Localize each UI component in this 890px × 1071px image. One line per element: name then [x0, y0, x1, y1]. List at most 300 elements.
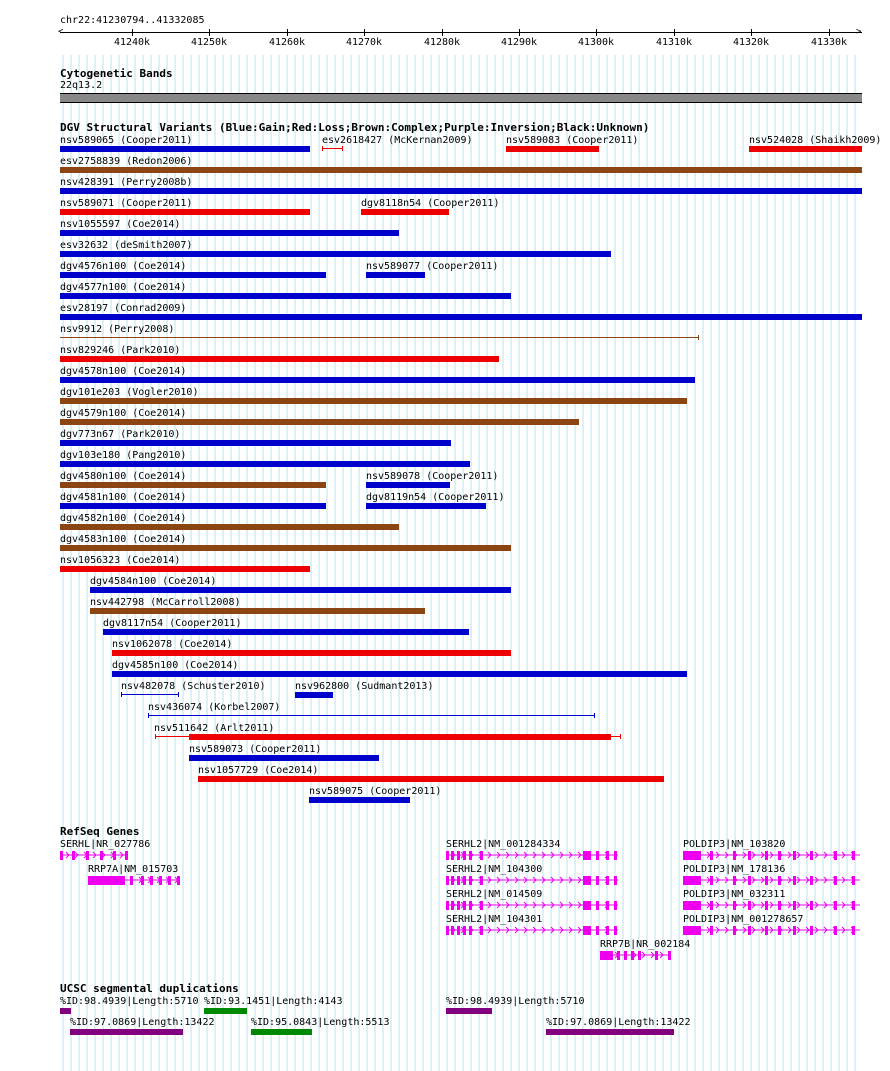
dgv-feature-label[interactable]: dgv4584n100 (Coe2014) — [90, 576, 217, 587]
strand-chevron-icon — [578, 877, 581, 883]
strand-chevron-icon — [497, 902, 500, 908]
refseq-exon — [463, 876, 466, 885]
refseq-exon — [710, 926, 713, 935]
refseq-exon — [710, 901, 713, 910]
strand-chevron-icon — [488, 877, 491, 883]
refseq-gene-label[interactable]: POLDIP3|NM_032311 — [683, 889, 786, 900]
strand-chevron-icon — [578, 852, 581, 858]
strand-chevron-icon — [851, 852, 854, 858]
strand-chevron-icon — [542, 877, 545, 883]
dgv-feature-label[interactable]: nsv589073 (Cooper2011) — [189, 744, 322, 755]
strand-chevron-icon — [515, 877, 518, 883]
refseq-gene-label[interactable]: SERHL2|NM_014509 — [446, 889, 543, 900]
dgv-feature-bar[interactable] — [295, 692, 333, 698]
dgv-feature-bar[interactable] — [60, 461, 470, 467]
dgv-feature-cap — [594, 713, 595, 718]
refseq-exon — [778, 876, 781, 885]
refseq-exon — [480, 901, 483, 910]
strand-chevron-icon — [770, 852, 773, 858]
strand-chevron-icon — [824, 877, 827, 883]
refseq-exon — [614, 851, 617, 860]
strand-chevron-icon — [524, 902, 527, 908]
refseq-exon — [834, 926, 837, 935]
refseq-exon — [834, 901, 837, 910]
strand-chevron-icon — [139, 877, 142, 883]
strand-chevron-icon — [698, 927, 701, 933]
refseq-exon — [457, 851, 460, 860]
refseq-exon — [638, 951, 641, 960]
strand-chevron-icon — [851, 877, 854, 883]
ruler-tick — [519, 29, 520, 36]
strand-chevron-icon — [734, 877, 737, 883]
strand-chevron-icon — [470, 877, 473, 883]
strand-chevron-icon — [102, 852, 105, 858]
strand-chevron-icon — [606, 952, 609, 958]
strand-chevron-icon — [842, 877, 845, 883]
dgv-feature-bar[interactable] — [103, 629, 469, 635]
refseq-gene-label[interactable]: POLDIP3|NM_178136 — [683, 864, 786, 875]
refseq-exon — [778, 851, 781, 860]
strand-chevron-icon — [824, 852, 827, 858]
strand-chevron-icon — [689, 877, 692, 883]
dgv-feature-bar[interactable] — [60, 419, 579, 425]
strand-chevron-icon — [515, 852, 518, 858]
strand-chevron-icon — [707, 927, 710, 933]
dgv-feature-extension — [611, 736, 620, 737]
dgv-feature-label[interactable]: nsv589083 (Cooper2011) — [506, 135, 639, 146]
dgv-feature-bar[interactable] — [60, 398, 687, 404]
refseq-exon — [852, 901, 855, 910]
strand-chevron-icon — [578, 902, 581, 908]
dgv-feature-label[interactable]: nsv829246 (Park2010) — [60, 345, 181, 356]
strand-chevron-icon — [761, 852, 764, 858]
refseq-exon — [480, 876, 483, 885]
dgv-feature-label[interactable]: nsv9912 (Perry2008) — [60, 324, 175, 335]
strand-chevron-icon — [779, 852, 782, 858]
segdup-bar[interactable] — [60, 1008, 71, 1014]
dgv-track-title[interactable]: DGV Structural Variants (Blue:Gain;Red:Loss;Brown:Complex;Purple:Inversion;Black:Unknown) — [60, 121, 650, 134]
dgv-feature-label[interactable]: dgv8117n54 (Cooper2011) — [103, 618, 242, 629]
dgv-feature-label[interactable]: nsv482078 (Schuster2010) — [121, 681, 266, 692]
strand-chevron-icon — [587, 877, 590, 883]
dgv-feature-label[interactable]: nsv589071 (Cooper2011) — [60, 198, 193, 209]
strand-chevron-icon — [569, 877, 572, 883]
refseq-exon — [778, 901, 781, 910]
segdup-bar[interactable] — [446, 1008, 492, 1014]
dgv-feature-bar[interactable] — [506, 146, 599, 152]
strand-chevron-icon — [542, 852, 545, 858]
ruler-tick-label: 41280k — [423, 37, 461, 48]
strand-chevron-icon — [716, 877, 719, 883]
strand-chevron-icon — [103, 877, 106, 883]
strand-chevron-icon — [569, 902, 572, 908]
dgv-feature-bar[interactable] — [60, 314, 862, 320]
strand-chevron-icon — [587, 927, 590, 933]
dgv-feature-cap — [121, 692, 122, 697]
refseq-exon — [469, 926, 472, 935]
ruler-tick-label: 41240k — [113, 37, 151, 48]
strand-chevron-icon — [788, 852, 791, 858]
strand-chevron-icon — [833, 902, 836, 908]
strand-chevron-icon — [166, 877, 169, 883]
refseq-exon — [159, 876, 162, 885]
dgv-feature-bar[interactable] — [112, 650, 511, 656]
dgv-feature-label[interactable]: nsv1055597 (Coe2014) — [60, 219, 181, 230]
strand-chevron-icon — [75, 852, 78, 858]
refseq-exon — [141, 876, 144, 885]
strand-chevron-icon — [175, 877, 178, 883]
refseq-exon — [614, 926, 617, 935]
strand-chevron-icon — [797, 877, 800, 883]
strand-chevron-icon — [614, 902, 617, 908]
strand-chevron-icon — [488, 902, 491, 908]
strand-chevron-icon — [533, 902, 536, 908]
dgv-feature-label[interactable]: esv32632 (deSmith2007) — [60, 240, 193, 251]
refseq-gene-label[interactable]: POLDIP3|NM_001278657 — [683, 914, 804, 925]
refseq-exon — [596, 901, 599, 910]
strand-chevron-icon — [506, 852, 509, 858]
strand-chevron-icon — [452, 927, 455, 933]
dgv-feature-label[interactable]: nsv428391 (Perry2008b) — [60, 177, 193, 188]
ruler-tick-label: 41330k — [810, 37, 848, 48]
strand-chevron-icon — [470, 902, 473, 908]
refseq-exon — [852, 851, 855, 860]
dgv-feature-bar[interactable] — [148, 715, 595, 716]
refseq-exon — [130, 876, 133, 885]
strand-chevron-icon — [833, 852, 836, 858]
strand-chevron-icon — [596, 902, 599, 908]
strand-chevron-icon — [660, 952, 663, 958]
dgv-feature-bar[interactable] — [60, 503, 326, 509]
dgv-feature-bar[interactable] — [90, 608, 425, 614]
strand-chevron-icon — [551, 852, 554, 858]
refseq-gene-label[interactable]: RRP7A|NM_015703 — [88, 864, 179, 875]
dgv-feature-cap — [148, 713, 149, 718]
dgv-feature-label[interactable]: nsv589065 (Cooper2011) — [60, 135, 193, 146]
segdup-label[interactable]: %ID:93.1451|Length:4143 — [204, 996, 343, 1007]
strand-chevron-icon — [542, 927, 545, 933]
strand-chevron-icon — [779, 902, 782, 908]
strand-chevron-icon — [698, 877, 701, 883]
dgv-feature-label[interactable]: esv28197 (Conrad2009) — [60, 303, 187, 314]
dgv-feature-label[interactable]: esv2618427 (McKernan2009) — [322, 135, 473, 146]
dgv-feature-cap — [322, 146, 323, 151]
dgv-feature-bar[interactable] — [309, 797, 410, 803]
dgv-feature-label[interactable]: dgv4577n100 (Coe2014) — [60, 282, 187, 293]
refseq-exon — [150, 876, 153, 885]
refseq-gene-label[interactable]: SERHL|NR_027786 — [60, 839, 151, 850]
segdup-label[interactable]: %ID:97.0869|Length:13422 — [70, 1017, 215, 1028]
segdup-label[interactable]: %ID:98.4939|Length:5710 — [446, 996, 585, 1007]
strand-chevron-icon — [120, 852, 123, 858]
refseq-gene-label[interactable]: SERHL2|NM_001284334 — [446, 839, 561, 850]
dgv-feature-bar[interactable] — [60, 377, 695, 383]
refseq-exon — [606, 926, 609, 935]
strand-chevron-icon — [130, 877, 133, 883]
refseq-exon — [125, 851, 128, 860]
strand-chevron-icon — [479, 902, 482, 908]
dgv-feature-bar[interactable] — [112, 671, 687, 677]
ruler-tick — [209, 29, 210, 36]
strand-chevron-icon — [689, 852, 692, 858]
dgv-feature-cap — [698, 335, 699, 340]
refseq-exon — [60, 851, 63, 860]
strand-chevron-icon — [851, 902, 854, 908]
dgv-feature-label[interactable]: dgv8118n54 (Cooper2011) — [361, 198, 500, 209]
strand-chevron-icon — [488, 852, 491, 858]
strand-chevron-icon — [515, 902, 518, 908]
refseq-exon — [86, 851, 89, 860]
refseq-exon — [457, 926, 460, 935]
ruler-tick — [674, 29, 675, 36]
dgv-feature-bar[interactable] — [60, 566, 310, 572]
ruler-tick-label: 41290k — [500, 37, 538, 48]
dgv-feature-label[interactable]: dgv4580n100 (Coe2014) — [60, 471, 187, 482]
ruler-tick-label: 41300k — [577, 37, 615, 48]
segdup-label[interactable]: %ID:95.0843|Length:5513 — [251, 1017, 390, 1028]
dgv-feature-label[interactable]: dgv4585n100 (Coe2014) — [112, 660, 239, 671]
strand-chevron-icon — [560, 927, 563, 933]
strand-chevron-icon — [605, 877, 608, 883]
dgv-feature-label[interactable]: nsv1057729 (Coe2014) — [198, 765, 319, 776]
ruler-axis[interactable] — [60, 32, 862, 33]
dgv-feature-label[interactable]: nsv1062078 (Coe2014) — [112, 639, 233, 650]
strand-chevron-icon — [452, 902, 455, 908]
dgv-feature-bar[interactable] — [60, 293, 511, 299]
refseq-exon — [683, 926, 701, 935]
strand-chevron-icon — [461, 902, 464, 908]
strand-chevron-icon — [497, 877, 500, 883]
refseq-gene-label[interactable]: POLDIP3|NM_103820 — [683, 839, 786, 850]
strand-chevron-icon — [842, 902, 845, 908]
dgv-feature-bar[interactable] — [60, 251, 611, 257]
refseq-exon — [624, 951, 627, 960]
refseq-exon — [596, 876, 599, 885]
segdup-label[interactable]: %ID:97.0869|Length:13422 — [546, 1017, 691, 1028]
strand-chevron-icon — [642, 952, 645, 958]
refseq-exon — [793, 926, 796, 935]
refseq-exon — [606, 901, 609, 910]
dgv-feature-label[interactable]: nsv589077 (Cooper2011) — [366, 261, 499, 272]
refseq-exon — [834, 851, 837, 860]
refseq-exon — [451, 876, 454, 885]
refseq-gene-label[interactable]: SERHL2|NM_104301 — [446, 914, 543, 925]
dgv-feature-bar[interactable] — [189, 734, 611, 740]
strand-chevron-icon — [770, 927, 773, 933]
refseq-exon — [748, 876, 751, 885]
dgv-feature-bar[interactable] — [60, 524, 399, 530]
strand-chevron-icon — [578, 927, 581, 933]
dgv-feature-bar[interactable] — [60, 209, 310, 215]
dgv-feature-bar[interactable] — [90, 587, 511, 593]
dgv-feature-label[interactable]: dgv4581n100 (Coe2014) — [60, 492, 187, 503]
dgv-feature-bar[interactable] — [60, 146, 310, 152]
dgv-feature-bar[interactable] — [366, 503, 486, 509]
refseq-exon — [810, 901, 813, 910]
strand-chevron-icon — [560, 877, 563, 883]
strand-chevron-icon — [797, 927, 800, 933]
refseq-exon — [765, 851, 768, 860]
strand-chevron-icon — [515, 927, 518, 933]
dgv-feature-bar[interactable] — [322, 148, 343, 149]
segdup-track-title[interactable]: UCSC segmental duplications — [60, 982, 239, 995]
refseq-exon — [852, 876, 855, 885]
dgv-feature-bar[interactable] — [60, 440, 451, 446]
dgv-feature-label[interactable]: dgv4582n100 (Coe2014) — [60, 513, 187, 524]
strand-chevron-icon — [752, 852, 755, 858]
strand-chevron-icon — [716, 852, 719, 858]
strand-chevron-icon — [797, 852, 800, 858]
strand-chevron-icon — [624, 952, 627, 958]
ruler-tick-label: 41310k — [655, 37, 693, 48]
dgv-feature-bar[interactable] — [189, 755, 379, 761]
refseq-exon — [834, 876, 837, 885]
cytoband-track-title[interactable]: Cytogenetic Bands — [60, 67, 173, 80]
refseq-exon — [748, 851, 751, 860]
strand-chevron-icon — [533, 852, 536, 858]
dgv-feature-bar[interactable] — [121, 694, 179, 695]
dgv-feature-cap — [620, 734, 621, 739]
strand-chevron-icon — [497, 852, 500, 858]
refseq-exon — [457, 901, 460, 910]
segdup-bar[interactable] — [546, 1029, 674, 1035]
strand-chevron-icon — [614, 877, 617, 883]
dgv-feature-bar[interactable] — [198, 776, 664, 782]
refseq-exon — [457, 876, 460, 885]
strand-chevron-icon — [587, 852, 590, 858]
dgv-feature-bar[interactable] — [60, 337, 699, 338]
dgv-feature-extension — [155, 736, 189, 737]
strand-chevron-icon — [596, 877, 599, 883]
dgv-feature-bar[interactable] — [749, 146, 862, 152]
strand-chevron-icon — [734, 927, 737, 933]
refseq-gene-label[interactable]: RRP7B|NR_002184 — [600, 939, 691, 950]
dgv-feature-bar[interactable] — [60, 167, 862, 173]
dgv-feature-label[interactable]: nsv436074 (Korbel2007) — [148, 702, 281, 713]
segdup-label[interactable]: %ID:98.4939|Length:5710 — [60, 996, 199, 1007]
dgv-feature-label[interactable]: nsv511642 (Arlt2011) — [154, 723, 275, 734]
dgv-feature-bar[interactable] — [361, 209, 449, 215]
refseq-track-title[interactable]: RefSeq Genes — [60, 825, 140, 838]
dgv-feature-label[interactable]: dgv4583n100 (Coe2014) — [60, 534, 187, 545]
refseq-exon — [733, 926, 736, 935]
refseq-exon — [480, 851, 483, 860]
dgv-feature-label[interactable]: dgv773n67 (Park2010) — [60, 429, 181, 440]
refseq-exon — [733, 851, 736, 860]
dgv-feature-label[interactable]: nsv589075 (Cooper2011) — [309, 786, 442, 797]
cytoband-name: 22q13.2 — [60, 80, 103, 91]
refseq-exon — [168, 876, 171, 885]
dgv-feature-bar[interactable] — [60, 272, 326, 278]
refseq-exon — [583, 901, 591, 910]
refseq-exon — [852, 926, 855, 935]
dgv-feature-label[interactable]: esv2758839 (Redon2006) — [60, 156, 193, 167]
strand-chevron-icon — [815, 877, 818, 883]
dgv-feature-bar[interactable] — [366, 272, 425, 278]
strand-chevron-icon — [615, 952, 618, 958]
dgv-feature-label[interactable]: dgv103e180 (Pang2010) — [60, 450, 187, 461]
refseq-exon — [72, 851, 75, 860]
ruler-tick — [364, 29, 365, 36]
strand-chevron-icon — [551, 877, 554, 883]
strand-chevron-icon — [689, 902, 692, 908]
dgv-feature-bar[interactable] — [60, 188, 862, 194]
strand-chevron-icon — [157, 877, 160, 883]
strand-chevron-icon — [524, 852, 527, 858]
refseq-exon — [614, 901, 617, 910]
refseq-exon — [600, 951, 613, 960]
dgv-feature-bar[interactable] — [60, 545, 511, 551]
dgv-feature-cap — [342, 146, 343, 151]
dgv-feature-label[interactable]: dgv4576n100 (Coe2014) — [60, 261, 187, 272]
strand-chevron-icon — [569, 927, 572, 933]
refseq-exon — [446, 926, 449, 935]
dgv-feature-bar[interactable] — [366, 482, 450, 488]
dgv-feature-bar[interactable] — [60, 356, 499, 362]
strand-chevron-icon — [524, 927, 527, 933]
refseq-exon — [596, 851, 599, 860]
refseq-exon — [793, 876, 796, 885]
dgv-feature-label[interactable]: dgv8119n54 (Cooper2011) — [366, 492, 505, 503]
refseq-exon — [810, 926, 813, 935]
strand-chevron-icon — [806, 877, 809, 883]
dgv-feature-label[interactable]: nsv442798 (McCarroll2008) — [90, 597, 241, 608]
strand-chevron-icon — [533, 927, 536, 933]
refseq-exon — [100, 851, 103, 860]
refseq-gene-label[interactable]: SERHL2|NM_104300 — [446, 864, 543, 875]
refseq-exon — [451, 926, 454, 935]
strand-chevron-icon — [788, 927, 791, 933]
strand-chevron-icon — [479, 927, 482, 933]
dgv-feature-bar[interactable] — [60, 482, 326, 488]
refseq-exon — [748, 926, 751, 935]
strand-chevron-icon — [605, 927, 608, 933]
dgv-feature-label[interactable]: dgv4578n100 (Coe2014) — [60, 366, 187, 377]
ruler-tick-label: 41250k — [190, 37, 228, 48]
dgv-feature-label[interactable]: nsv1056323 (Coe2014) — [60, 555, 181, 566]
refseq-exon — [583, 851, 591, 860]
strand-chevron-icon — [743, 927, 746, 933]
strand-chevron-icon — [614, 852, 617, 858]
strand-chevron-icon — [707, 902, 710, 908]
dgv-feature-label[interactable]: nsv962800 (Sudmant2013) — [295, 681, 434, 692]
dgv-feature-label[interactable]: dgv101e203 (Vogler2010) — [60, 387, 199, 398]
strand-chevron-icon — [112, 877, 115, 883]
dgv-feature-bar[interactable] — [60, 230, 399, 236]
segdup-bar[interactable] — [204, 1008, 247, 1014]
strand-chevron-icon — [542, 902, 545, 908]
strand-chevron-icon — [725, 852, 728, 858]
segdup-bar[interactable] — [251, 1029, 312, 1035]
refseq-exon — [617, 951, 620, 960]
strand-chevron-icon — [452, 877, 455, 883]
dgv-feature-label[interactable]: nsv524028 (Shaikh2009) — [749, 135, 882, 146]
strand-chevron-icon — [479, 852, 482, 858]
refseq-exon — [668, 951, 671, 960]
cytoband-bar[interactable] — [60, 93, 862, 103]
dgv-feature-label[interactable]: nsv589078 (Cooper2011) — [366, 471, 499, 482]
dgv-feature-label[interactable]: dgv4579n100 (Coe2014) — [60, 408, 187, 419]
strand-chevron-icon — [470, 852, 473, 858]
strand-chevron-icon — [725, 902, 728, 908]
segdup-bar[interactable] — [70, 1029, 183, 1035]
strand-chevron-icon — [506, 877, 509, 883]
strand-chevron-icon — [833, 927, 836, 933]
strand-chevron-icon — [551, 902, 554, 908]
strand-chevron-icon — [698, 902, 701, 908]
strand-chevron-icon — [707, 877, 710, 883]
strand-chevron-icon — [148, 877, 151, 883]
